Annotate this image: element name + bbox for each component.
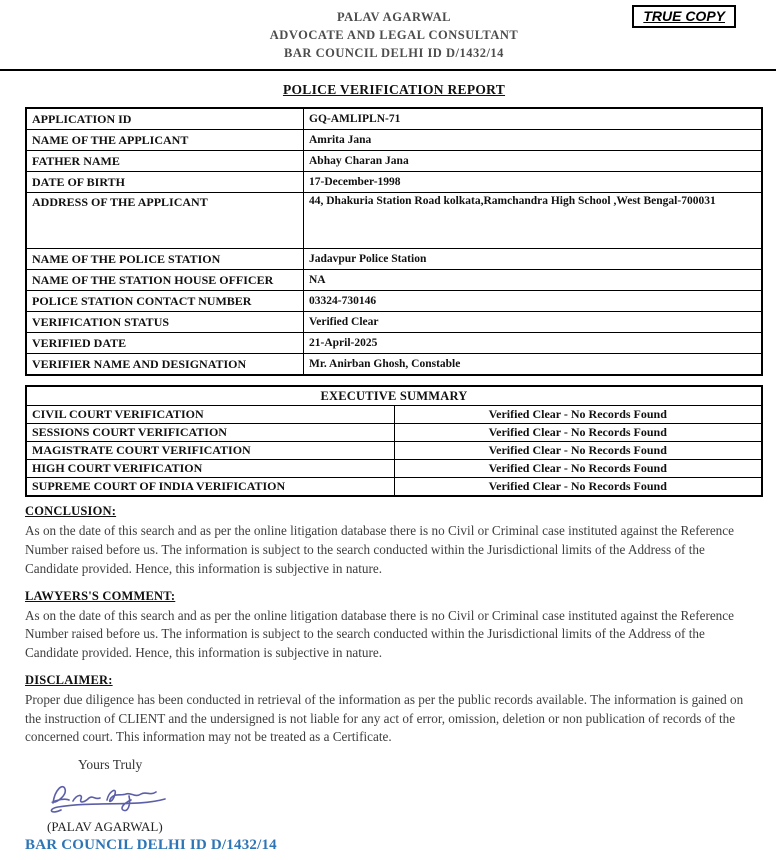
table-row (26, 460, 762, 478)
text-section (25, 504, 763, 578)
table-row (26, 354, 762, 376)
text-section (25, 589, 763, 663)
field-label: POLICE STATION CONTACT NUMBER (26, 291, 304, 312)
table-row (26, 312, 762, 333)
advocate-name: PALAV AGARWAL (336, 10, 452, 24)
signatory-name: (PALAV AGARWAL) (47, 818, 163, 834)
field-label: ADDRESS OF THE APPLICANT (26, 193, 304, 249)
applicant-details-table (25, 107, 763, 376)
section-body: Proper due diligence has been conducted in retrieval of the information as per the public records available. The information is gained on the instruction of CLIENT and the undersigned is not liable for any act of error, omission, deletion or non publication of records of the concerned court. This information may not be treated as a Certificate. (25, 691, 744, 745)
table-row (26, 291, 762, 312)
field-value: Abhay Charan Jana (304, 151, 763, 172)
court-verification-label: HIGH COURT VERIFICATION (26, 460, 394, 478)
field-label: NAME OF THE APPLICANT (26, 130, 304, 151)
header-divider (0, 69, 776, 71)
field-label: VERIFICATION STATUS (26, 312, 304, 333)
field-label: APPLICATION ID (26, 108, 304, 130)
court-verification-label: SUPREME COURT OF INDIA VERIFICATION (26, 478, 394, 497)
executive-summary-title-row (26, 386, 762, 406)
table-row (26, 151, 762, 172)
section-heading: DISCLAIMER: (25, 672, 113, 687)
field-label: VERIFIER NAME AND DESIGNATION (26, 354, 304, 376)
court-verification-result: Verified Clear - No Records Found (394, 424, 762, 442)
true-copy-label: TRUE COPY (643, 8, 725, 24)
field-label: FATHER NAME (26, 151, 304, 172)
field-value: GQ-AMLIPLN-71 (304, 108, 763, 130)
field-value: Verified Clear (304, 312, 763, 333)
field-value: 03324-730146 (304, 291, 763, 312)
table-row (26, 333, 762, 354)
table-row (26, 442, 762, 460)
field-value: 44, Dhakuria Station Road kolkata,Ramchandra High School ,West Bengal-700031 (304, 193, 763, 249)
table-row (26, 108, 762, 130)
field-label: VERIFIED DATE (26, 333, 304, 354)
section-heading: LAWYERS'S COMMENT: (25, 588, 176, 603)
field-value: Mr. Anirban Ghosh, Constable (304, 354, 763, 376)
report-title: POLICE VERIFICATION REPORT (282, 82, 506, 98)
advocate-bar-id: BAR COUNCIL DELHI ID D/1432/14 (284, 46, 504, 61)
handwritten-signature-icon (43, 777, 173, 819)
court-verification-result: Verified Clear - No Records Found (394, 478, 762, 497)
signature-image (43, 777, 763, 819)
table-row (26, 424, 762, 442)
bar-council-line: BAR COUNCIL DELHI ID D/1432/14 (25, 836, 277, 853)
field-value: NA (304, 270, 763, 291)
court-verification-result: Verified Clear - No Records Found (394, 442, 762, 460)
table-row (26, 249, 762, 270)
table-row (26, 172, 762, 193)
table-row (26, 193, 762, 249)
true-copy-stamp (632, 5, 736, 28)
executive-summary-table (25, 385, 763, 497)
field-label: NAME OF THE STATION HOUSE OFFICER (26, 270, 304, 291)
advocate-title: ADVOCATE AND LEGAL CONSULTANT (269, 28, 519, 43)
table-row (26, 406, 762, 424)
court-verification-label: MAGISTRATE COURT VERIFICATION (26, 442, 394, 460)
executive-summary-head (26, 386, 762, 406)
field-value: Amrita Jana (304, 130, 763, 151)
section-body: As on the date of this search and as per the online litigation database there is no Civil or Criminal case instituted against the Reference Number raised before us. The information is subject to the search conducted within the Jurisdictional limits of the Address of the Candidate provided. Hence, this information is subjective in nature. (25, 523, 734, 576)
field-label: NAME OF THE POLICE STATION (26, 249, 304, 270)
field-value: Jadavpur Police Station (304, 249, 763, 270)
executive-summary-title: EXECUTIVE SUMMARY (26, 386, 762, 406)
court-verification-label: CIVIL COURT VERIFICATION (26, 406, 394, 424)
court-verification-result: Verified Clear - No Records Found (394, 460, 762, 478)
table-row (26, 130, 762, 151)
court-verification-result: Verified Clear - No Records Found (394, 406, 762, 424)
section-body: As on the date of this search and as per the online litigation database there is no Civil or Criminal case instituted against the Reference Number raised before us. The information is subject to the search conducted within the Jurisdictional limits of the Address of the Candidate provided. Hence, this information is subjective in nature. (25, 607, 734, 661)
court-verification-label: SESSIONS COURT VERIFICATION (26, 424, 394, 442)
closing-line: Yours Truly (78, 756, 143, 772)
text-sections (25, 504, 763, 747)
field-label: DATE OF BIRTH (26, 172, 304, 193)
field-value: 17-December-1998 (304, 172, 763, 193)
text-section (25, 673, 763, 747)
table-row (26, 478, 762, 497)
applicant-details-body (26, 108, 762, 375)
table-row (26, 270, 762, 291)
section-heading: CONCLUSION: (25, 504, 117, 519)
field-value: 21-April-2025 (304, 333, 763, 354)
executive-summary-body (26, 406, 762, 497)
